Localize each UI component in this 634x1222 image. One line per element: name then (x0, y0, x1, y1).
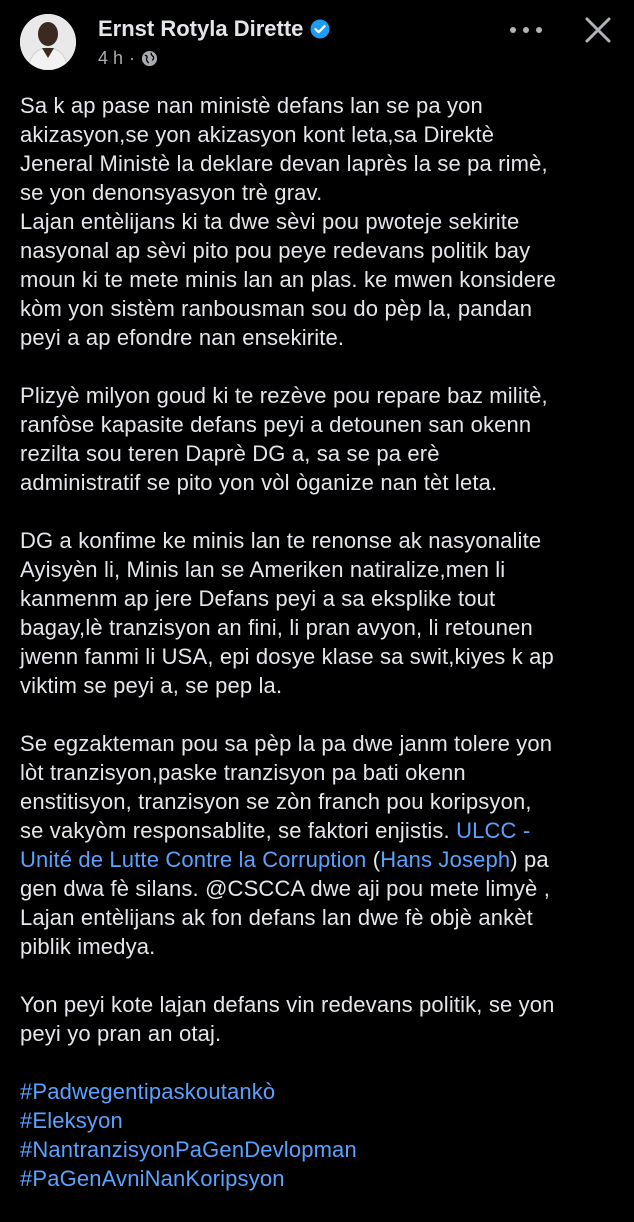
ulcc-link[interactable]: Unité de Lutte Contre la Corruption (20, 847, 367, 872)
hashtag-list (20, 1077, 620, 1193)
paragraph-2 (20, 381, 620, 497)
text-line: piblik imedya. (20, 934, 156, 959)
ulcc-link[interactable]: ULCC - (456, 818, 531, 843)
text-line (20, 816, 620, 845)
text-segment: ( (366, 847, 381, 872)
post-time[interactable]: 4 h (98, 48, 124, 68)
avatar[interactable] (20, 14, 76, 70)
avatar-image (20, 14, 76, 70)
text-line: Yon peyi kote lajan defans vin redevans politik, se yon (20, 992, 555, 1017)
text-line: se yon denonsyasyon trè grav. (20, 180, 323, 205)
author-row (98, 16, 330, 42)
paragraph-1 (20, 91, 620, 352)
text-line: Lajan entèlijans ki ta dwe sèvi pou pwoteje sekirite (20, 209, 520, 234)
text-segment: se vakyòm responsablite, se faktori enjistis. (20, 818, 457, 843)
text-line: rezilta sou teren Daprè DG a, sa se pa erè (20, 441, 440, 466)
paragraph-4 (20, 729, 620, 961)
text-line: Ayisyèn li, Minis lan se Ameriken natiralize,men li (20, 557, 506, 582)
text-segment: ) pa (510, 847, 549, 872)
text-line: enstitisyon, tranzisyon se zòn franch pou koripsyon, (20, 789, 532, 814)
verified-badge-icon (310, 19, 330, 39)
more-dot (523, 27, 529, 33)
author-name[interactable]: Ernst Rotyla Dirette (98, 16, 304, 41)
more-options-icon[interactable] (510, 20, 542, 40)
more-dot (510, 27, 516, 33)
text-line: Se egzakteman pou sa pèp la pa dwe janm tolere yon (20, 731, 553, 756)
globe-icon[interactable] (141, 50, 158, 67)
text-line (20, 845, 620, 874)
close-icon[interactable] (582, 14, 614, 46)
hashtag-link[interactable]: #PaGenAvniNanKoripsyon (20, 1166, 285, 1191)
text-line: gen dwa fè silans. @CSCCA dwe aji pou mete limyè , (20, 876, 550, 901)
text-line: kòm yon sistèm ranbousman sou do pèp la, pandan (20, 296, 533, 321)
hashtag-link[interactable]: #Eleksyon (20, 1108, 123, 1133)
meta-separator: · (129, 48, 136, 68)
text-line: lòt tranzisyon,paske tranzisyon pa bati okenn (20, 760, 466, 785)
text-line: Lajan entèlijans ak fon defans lan dwe fè objè ankèt (20, 905, 533, 930)
hashtag-link[interactable]: #Padwegentipaskoutankò (20, 1079, 276, 1104)
text-line: viktim se peyi a, se pep la. (20, 673, 283, 698)
text-line: nasyonal ap sèvi pito pou peye redevans politik bay (20, 238, 531, 263)
post-body (20, 91, 620, 1222)
text-line: DG a konfime ke minis lan te renonse ak nasyonalite (20, 528, 542, 553)
text-line: jwenn fanmi li USA, epi dosye klase sa swit,kiyes k ap (20, 644, 554, 669)
hans-joseph-link[interactable]: Hans Joseph (380, 847, 511, 872)
text-line: akizasyon,se yon akizasyon kont leta,sa Direktè (20, 122, 495, 147)
text-line: Plizyè milyon goud ki te rezève pou repare baz militè, (20, 383, 548, 408)
text-line: ranfòse kapasite defans peyi a detounen san okenn (20, 412, 532, 437)
text-line: peyi a ap efondre nan ensekirite. (20, 325, 345, 350)
text-line: moun ki te mete minis lan an plas. ke mwen konsidere (20, 267, 557, 292)
text-line: bagay,lè tranzisyon an fini, li pran avyon, li retounen (20, 615, 533, 640)
paragraph-5 (20, 990, 620, 1048)
paragraph-3 (20, 526, 620, 700)
hashtag-link[interactable]: #NantranzisyonPaGenDevlopman (20, 1137, 357, 1162)
text-line: peyi yo pran an otaj. (20, 1021, 222, 1046)
text-line: administratif se pito yon vòl òganize nan tèt leta. (20, 470, 498, 495)
more-dot (536, 27, 542, 33)
text-line: Jeneral Ministè la deklare devan laprès la se pa rimè, (20, 151, 548, 176)
post-header (0, 0, 634, 80)
post-meta (98, 48, 158, 69)
text-line: Sa k ap pase nan ministè defans lan se pa yon (20, 93, 483, 118)
text-line: kanmenm ap jere Defans peyi a sa eksplike tout (20, 586, 496, 611)
